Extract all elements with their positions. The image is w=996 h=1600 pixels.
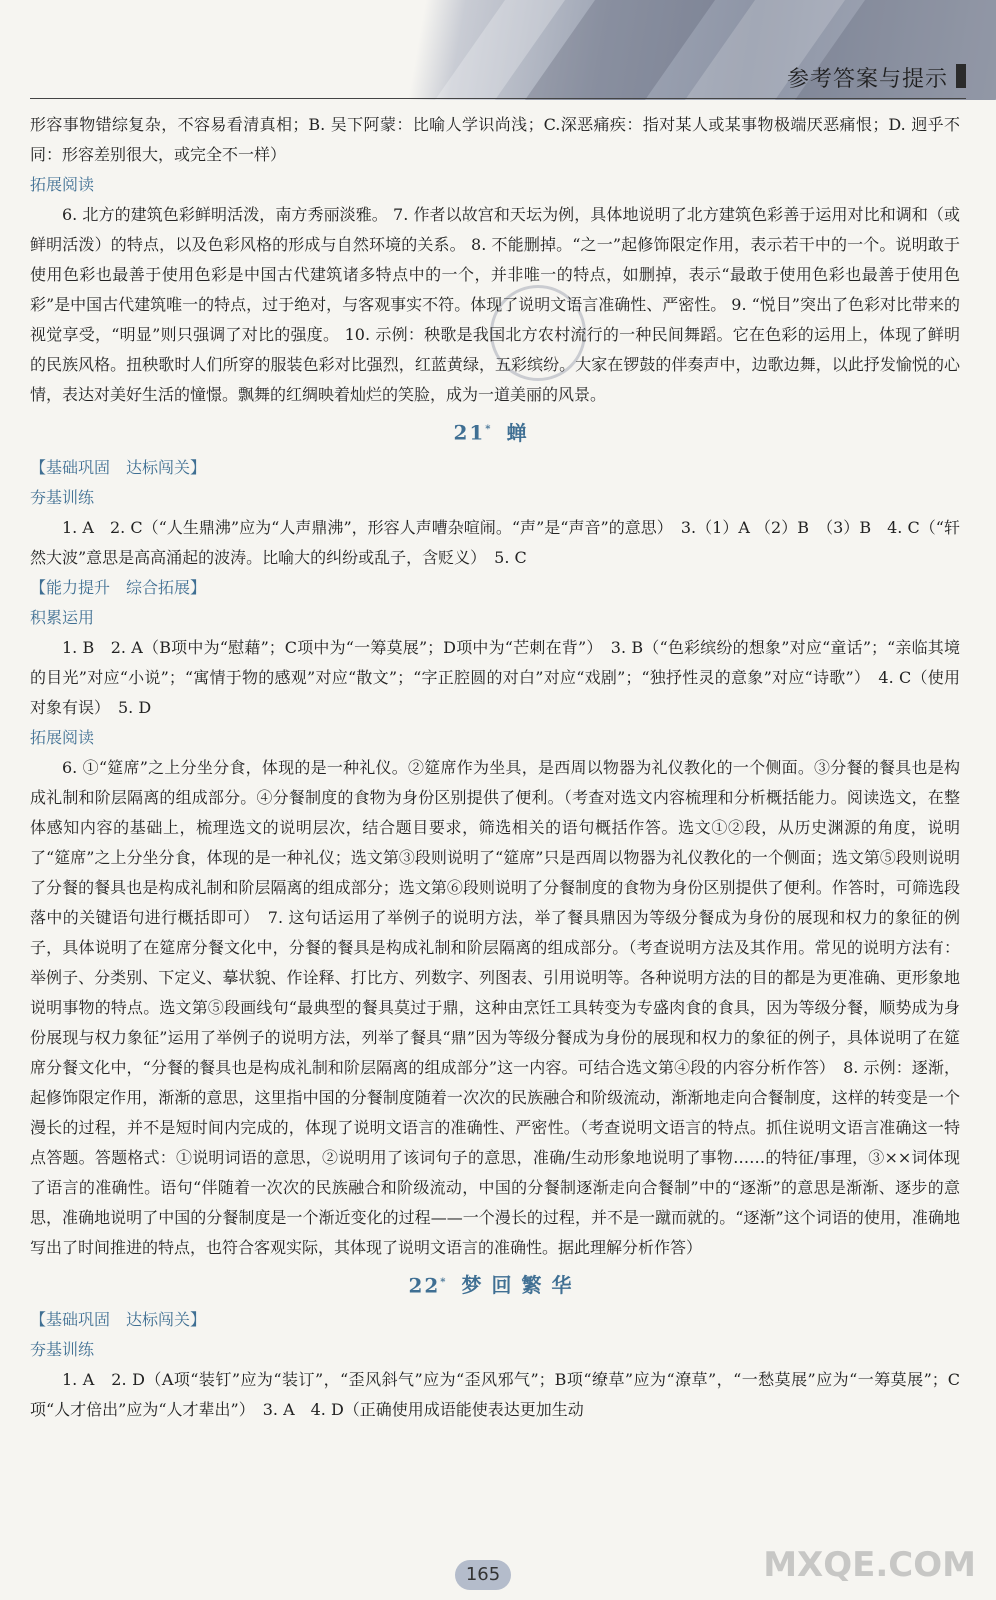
- answer-paragraph: 1. A 2. D（A项“装钉”应为“装订”，“歪风斜气”应为“歪风邪气”；B项“缭草”应为“潦草”，“一愁莫展”应为“一筹莫展”；C项“人才倍出”应为“人才辈出”） 3. A 4. D（正确使用成语能使表达更加生动: [30, 1370, 960, 1420]
- lesson-mark: *: [440, 1276, 448, 1288]
- section-heading: 【基础巩固 达标闯关】: [30, 457, 207, 477]
- answer-paragraph: 1. A 2. C（“人生鼎沸”应为“人声鼎沸”，形容人声嘈杂喧闹。“声”是“声音”的意思） 3.（1）A （2）B （3）B 4. C（“轩然大波”意思是高高涌起的波涛。比喻大的纠纷或乱子，含贬义） 5. C: [30, 517, 960, 567]
- header-divider: [30, 98, 966, 99]
- lesson-number: 22: [408, 1273, 441, 1298]
- answer-content: [30, 110, 960, 1425]
- lesson-heading: [30, 410, 960, 453]
- section-heading: 积累运用: [30, 607, 95, 627]
- section-heading: 【基础巩固 达标闯关】: [30, 1310, 207, 1330]
- answer-paragraph: 1. B 2. A（B项中为“慰藉”；C项中为“一筹莫展”；D项中为“芒刺在背”） 3. B（“色彩缤纷的想象”对应“童话”；“亲临其境的目光”对应“小说”；“寓情于物的感观”对应“散文”；“字正腔圆的对白”对应“戏剧”；“独抒性灵的意象”对应“诗歌”） 4. C（使用对象有误） 5. D: [30, 637, 960, 717]
- lesson-heading: [30, 1263, 960, 1306]
- lesson-mark: *: [485, 424, 493, 435]
- section-heading: 拓展阅读: [30, 727, 95, 747]
- lesson-title: 蝉: [506, 420, 537, 445]
- answer-paragraph: 形容事物错综复杂，不容易看清真相；B. 吴下阿蒙：比喻人学识尚浅；C.深恶痛疾：指对某人或某事物极端厌恶痛恨；D. 迥乎不同：形容差别很大，或完全不一样）: [30, 115, 960, 164]
- lesson-number: 21: [453, 420, 486, 445]
- header-title: 参考答案与提示: [786, 67, 948, 92]
- watermark: MXQE.COM: [763, 1545, 976, 1585]
- page-number: 165: [455, 1560, 511, 1590]
- section-heading: 【能力提升 综合拓展】: [30, 577, 207, 597]
- answer-paragraph: 6. ①“筵席”之上分坐分食，体现的是一种礼仪。②筵席作为坐具，是西周以物器为礼仪教化的一个侧面。③分餐的餐具也是构成礼制和阶层隔离的组成部分。④分餐制度的食物为身份区别提供了便利。（考查对选文内容梳理和分析概括能力。阅读选文，在整体感知内容的基础上，梳理选文的说明层次，结合题目要求，筛选相关的语句概括作答。选文①②段，从历史渊源的角度，说明了“筵席”之上分坐分食，体现的是一种礼仪；选文第③段则说明了“筵席”只是西周以物器为礼仪教化的一个侧面；选文第⑤段则说明了分餐的餐具也是构成礼制和阶层隔离的组成部分；选文第⑥段则说明了分餐制度的食物为身份区别提供了便利。作答时，可筛选段落中的关键语句进行概括即可） 7. 这句话运用了举例子的说明方法，举了餐具鼎因为等级分餐成为身份的展现和权力的象征的例子，具体说明了在筵席分餐文化中，分餐的餐具是构成礼制和阶层隔离的组成部分。（考查说明方法及其作用。常见的说明方法有：举例子、分类别、下定义、摹状貌、作诠释、打比方、列数字、列图表、引用说明等。各种说明方法的目的都是为更准确、更形象地说明事物的特点。选文第⑤段画线句“最典型的餐具莫过于鼎，这种由烹饪工具转变为专盛肉食的食具，因为等级分餐，顺势成为身份展现与权力象征”运用了举例子的说明方法，列举了餐具“鼎”因为等级分餐成为身份的展现和权力的象征的例子，具体说明了在筵席分餐文化中，“分餐的餐具也是构成礼制和阶层隔离的组成部分”这一内容。可结合选文第④段的内容分析作答） 8. 示例：逐渐，起修饰限定作用，渐渐的意思，这里指中国的分餐制度随着一次次的民族融合和阶级流动，渐渐地走向合餐制度，这样的转变是一个漫长的过程，并不是短时间内完成的，体现了说明文语言的准确性、严密性。（考查说明文语言的特点。抓住说明文语言准确这一特点答题。答题格式：①说明词语的意思，②说明用了该词句子的意思，准确/生动形象地说明了事物……的特征/事理，③××词体现了语言的准确性。语句“伴随着一次次的民族融合和阶级流动，中国的分餐制逐渐走向合餐制”中的“逐渐”的意思是渐渐、逐步的意思，准确地说明了中国的分餐制度是一个渐近变化的过程——一个漫长的过程，并不是一蹴而就的。“逐渐”这个词语的使用，准确地写出了时间推进的特点，也符合客观实际，其体现了说明文语言的准确性。据此理解分析作答）: [30, 757, 960, 1257]
- header-marker: [956, 64, 966, 88]
- section-heading: 夯基训练: [30, 487, 95, 507]
- lesson-title: 梦回繁华: [461, 1273, 582, 1298]
- section-heading: 拓展阅读: [30, 175, 95, 194]
- answer-paragraph: 6. 北方的建筑色彩鲜明活泼，南方秀丽淡雅。 7. 作者以故宫和天坛为例，具体地说明了北方建筑色彩善于运用对比和调和（或鲜明活泼）的特点，以及色彩风格的形成与自然环境的关系。 8. 不能删掉。“之一”起修饰限定作用，表示若干中的一个。说明敢于使用色彩也最善于使用色彩是中国古代建筑诸多特点中的一个，并非唯一的特点，如删掉，表示“最敢于使用色彩也最善于使用色彩”是中国古代建筑唯一的特点，过于绝对，与客观事实不符。体现了说明文语言准确性、严密性。 9. “悦目”突出了色彩对比带来的视觉享受，“明显”则只强调了对比的强度。 10. 示例：秧歌是我国北方农村流行的一种民间舞蹈。它在色彩的运用上，体现了鲜明的民族风格。扭秧歌时人们所穿的服装色彩对比强烈，红蓝黄绿，五彩缤纷。大家在锣鼓的伴奏声中，边歌边舞，以此抒发愉悦的心情，表达对美好生活的憧憬。飘舞的红绸映着灿烂的笑脸，成为一道美丽的风景。: [30, 205, 960, 404]
- section-heading: 夯基训练: [30, 1340, 95, 1360]
